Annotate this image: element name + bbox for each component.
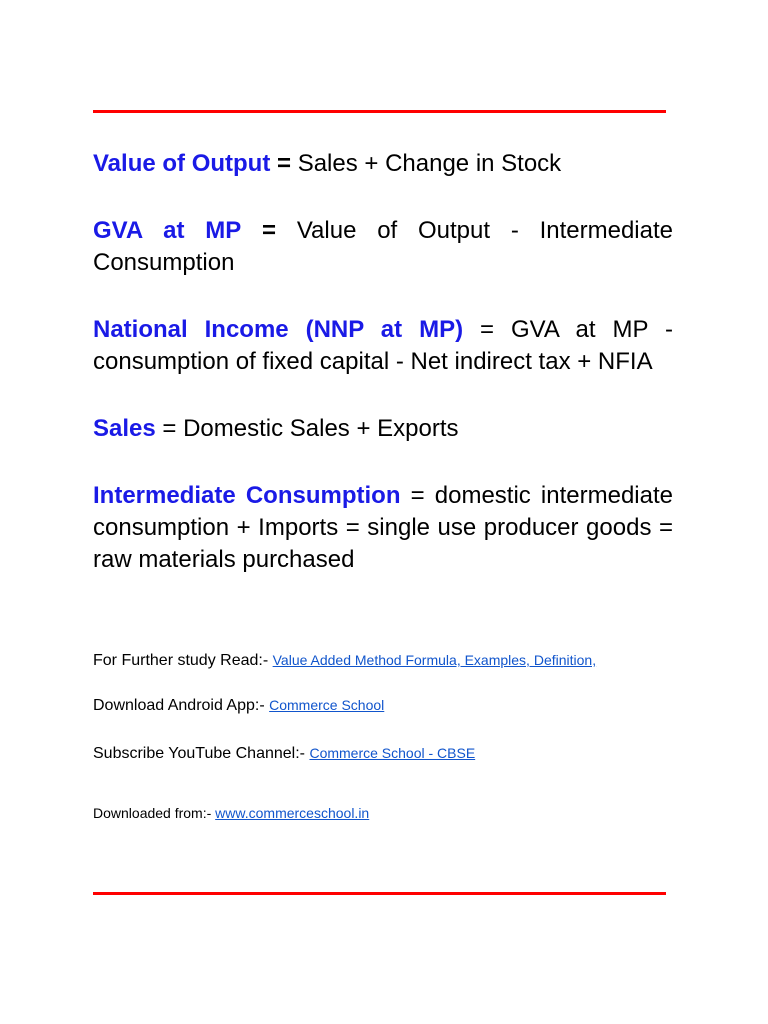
formula-gva-at-mp [93, 215, 673, 279]
top-red-rule [93, 110, 666, 113]
formula-term: GVA at MP [93, 217, 242, 244]
formula-term: National Income (NNP at MP) [93, 316, 464, 343]
bottom-red-rule [93, 892, 666, 895]
downloaded-from-link[interactable]: www.commerceschool.in [215, 805, 370, 821]
formula-definition: GVA at MP - consumption of fixed capital - Net indirect tax + NFIA [93, 316, 674, 375]
formula-definition: domestic intermediate consumption + Imports = single use producer goods = raw materials purchased [93, 482, 673, 573]
downloaded-from-label: Downloaded from:- [93, 805, 216, 821]
youtube-line [93, 743, 475, 764]
android-app-line [93, 695, 384, 716]
formula-list [93, 148, 673, 611]
android-app-link[interactable]: Commerce School [269, 697, 385, 713]
android-app-label: Download Android App:- [93, 697, 270, 714]
formula-definition: Domestic Sales + Exports [183, 415, 459, 442]
downloaded-from-line [93, 803, 369, 823]
youtube-label: Subscribe YouTube Channel:- [93, 745, 310, 762]
formula-definition: Value of Output - Intermediate Consumption [93, 217, 673, 276]
formula-sales [93, 413, 673, 445]
equals-sign: = [410, 482, 425, 509]
formula-term: Intermediate Consumption [93, 482, 401, 509]
formula-national-income [93, 314, 673, 378]
formula-term: Value of Output [93, 150, 271, 177]
formula-definition: Sales + Change in Stock [297, 150, 562, 177]
equals-sign: = [262, 217, 277, 244]
youtube-link[interactable]: Commerce School - CBSE [309, 745, 476, 761]
further-study-label: For Further study Read:- [93, 652, 273, 669]
equals-sign: = [480, 316, 495, 343]
equals-sign: = [277, 150, 292, 177]
formula-term: Sales [93, 415, 156, 442]
formula-value-of-output [93, 148, 673, 180]
further-study-line [93, 650, 596, 671]
further-study-link[interactable]: Value Added Method Formula, Examples, Definition, [272, 652, 597, 668]
equals-sign: = [162, 415, 177, 442]
formula-intermediate-consumption [93, 480, 673, 576]
